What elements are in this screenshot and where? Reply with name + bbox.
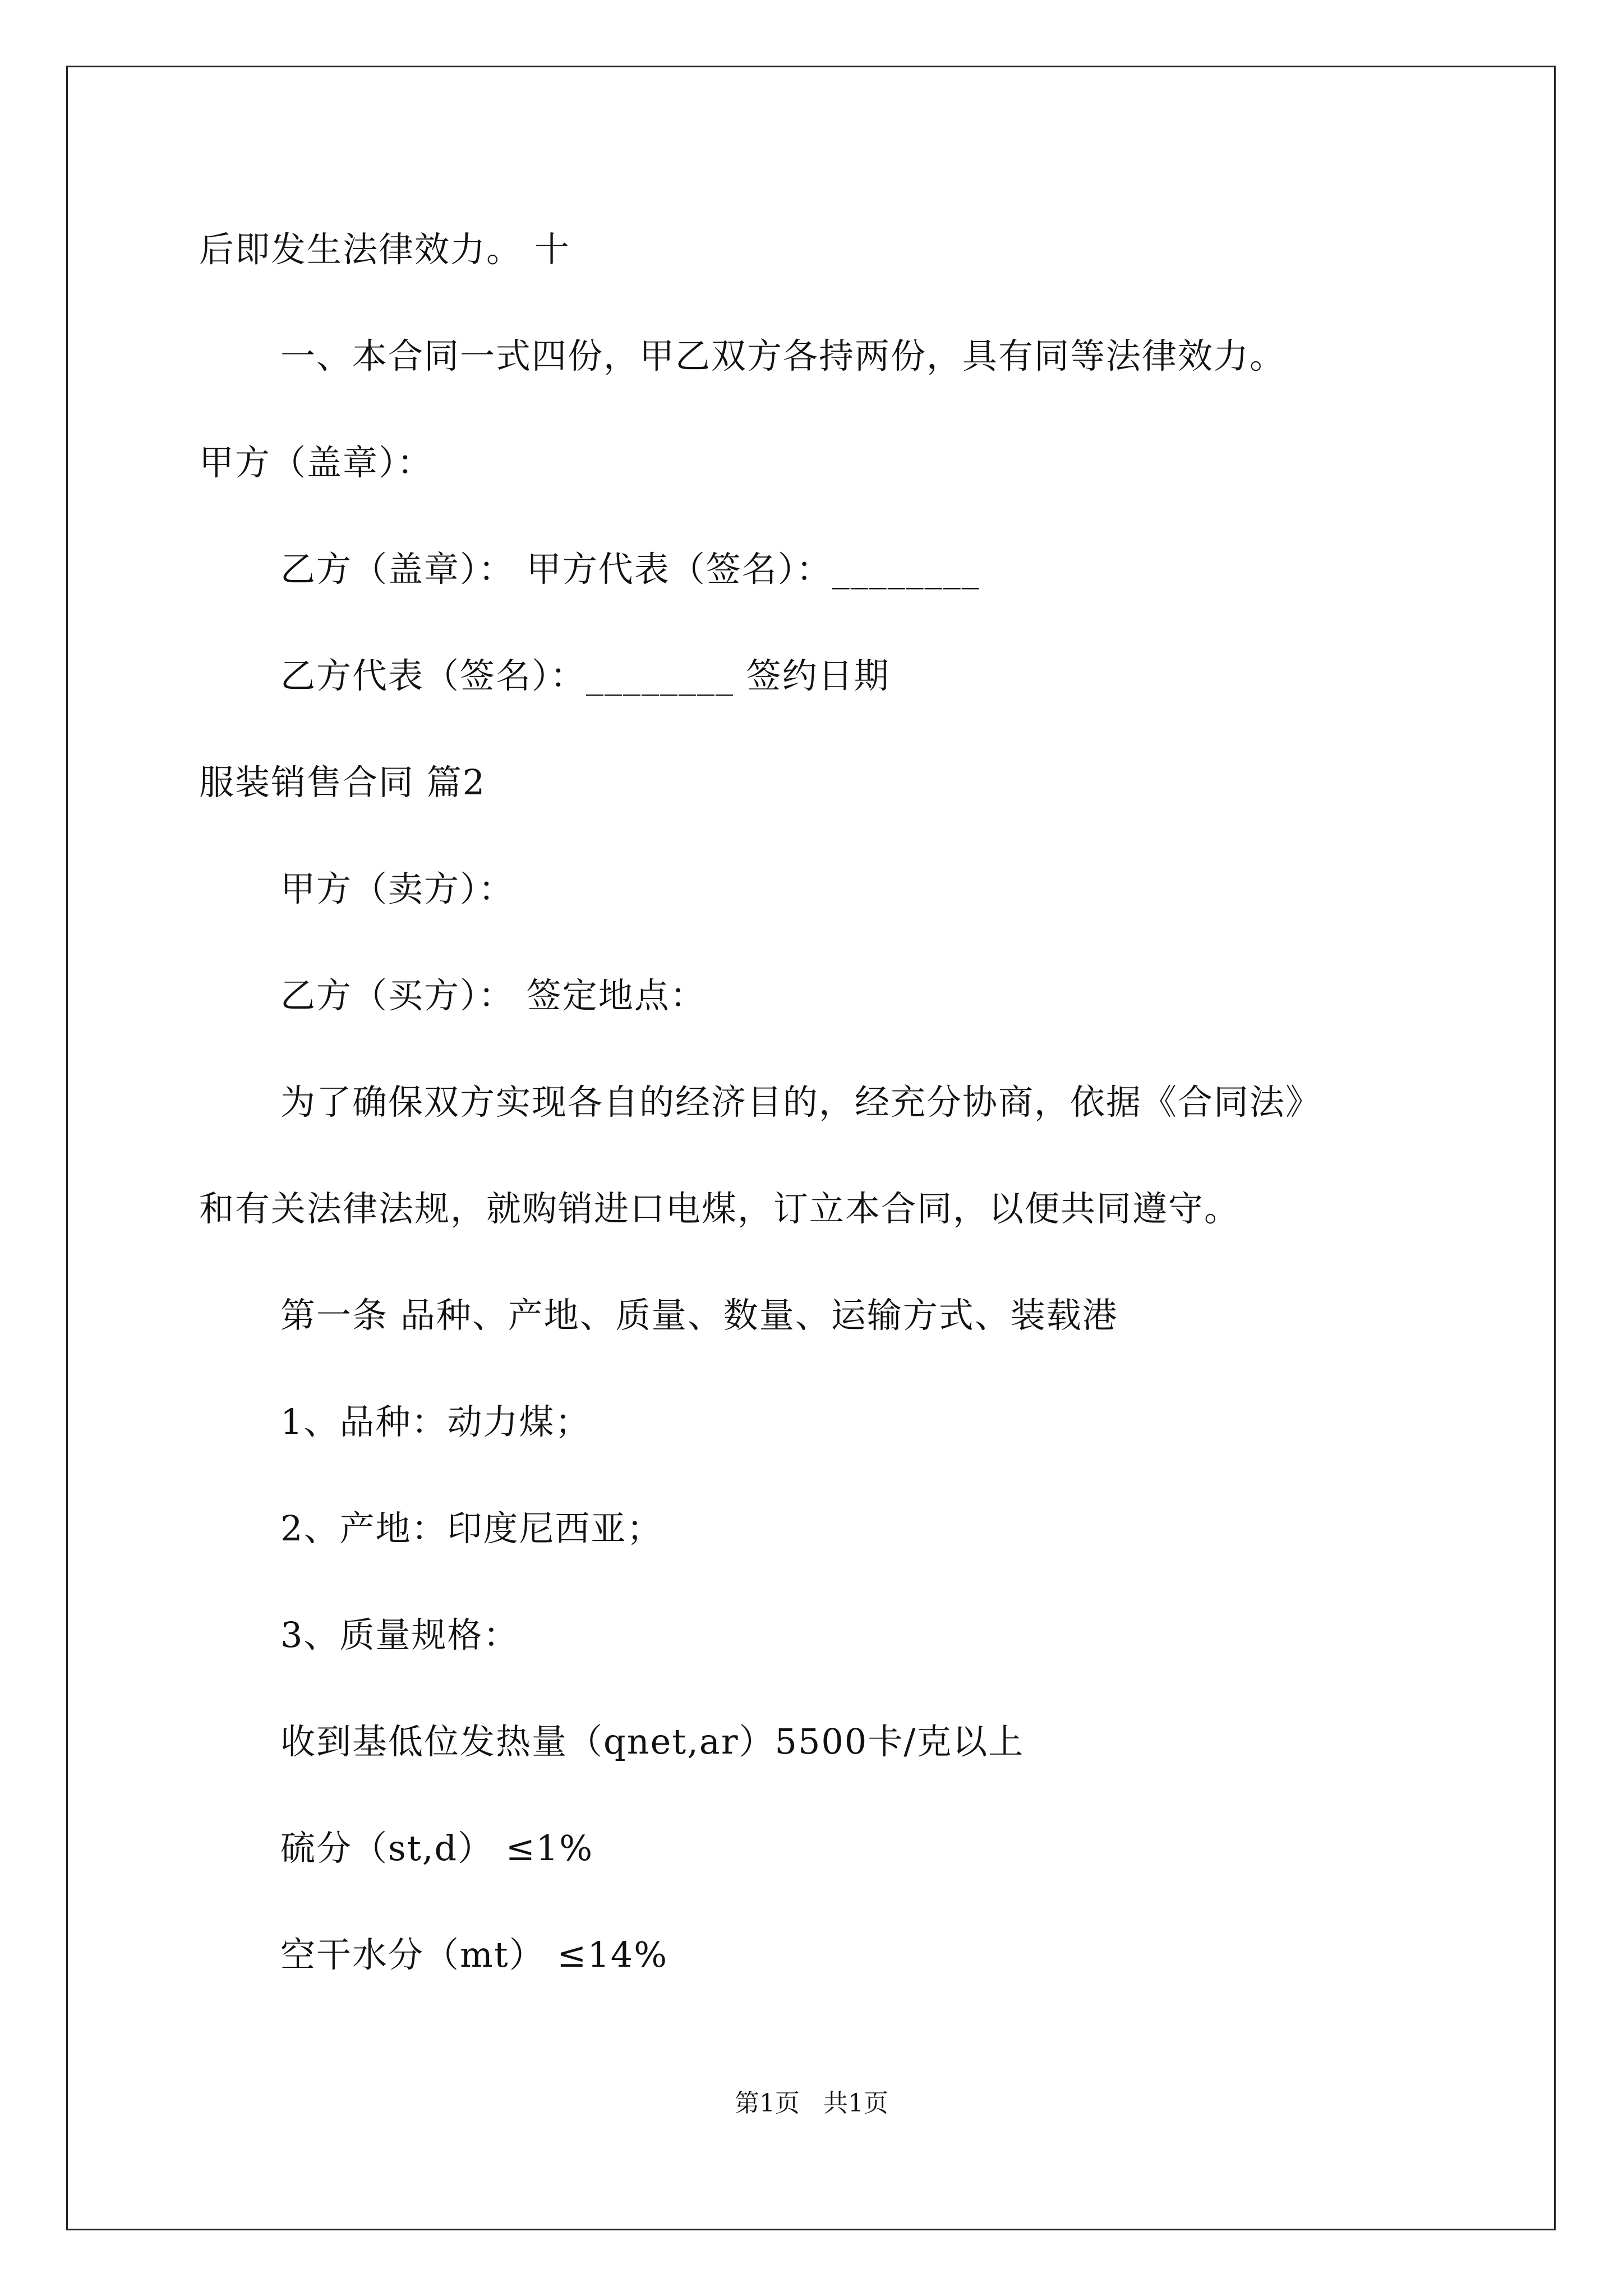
signature-line: 乙方代表（签名）：________ 签约日期 xyxy=(280,655,890,696)
page-total: 共1页 xyxy=(823,2089,888,2118)
text-line: 后即发生法律效力。 十 xyxy=(199,229,570,270)
signature-line: 乙方（盖章）： 甲方代表（签名）：________ xyxy=(280,549,980,590)
clause-heading: 第一条 品种、产地、质量、数量、运输方式、装载港 xyxy=(280,1295,1118,1336)
spec-line: 空干水分（mt） ≤14% xyxy=(280,1934,668,1975)
page-number: 第1页 xyxy=(735,2089,800,2118)
page-border xyxy=(66,66,1556,2230)
spec-line: 硫分（st,d） ≤1% xyxy=(280,1828,594,1869)
page-footer xyxy=(0,2087,1623,2120)
text-line: 为了确保双方实现各自的经济目的，经充分协商，依据《合同法》 xyxy=(280,1082,1322,1122)
text-line: 一、本合同一式四份，甲乙双方各持两份，具有同等法律效力。 xyxy=(280,335,1286,376)
text-line: 乙方（买方）： 签定地点： xyxy=(280,975,706,1016)
spec-line: 收到基低位发热量（qnet,ar）5500卡/克以上 xyxy=(280,1721,1025,1762)
list-item: 2、产地：印度尼西亚； xyxy=(280,1508,663,1549)
section-heading: 服装销售合同 篇2 xyxy=(199,762,486,803)
text-line: 和有关法律法规，就购销进口电煤，订立本合同，以便共同遵守。 xyxy=(199,1188,1241,1229)
list-item: 3、质量规格： xyxy=(280,1614,519,1655)
text-line: 甲方（盖章）： xyxy=(199,442,434,483)
list-item: 1、品种：动力煤； xyxy=(280,1401,591,1442)
text-line: 甲方（卖方）： xyxy=(280,868,515,909)
